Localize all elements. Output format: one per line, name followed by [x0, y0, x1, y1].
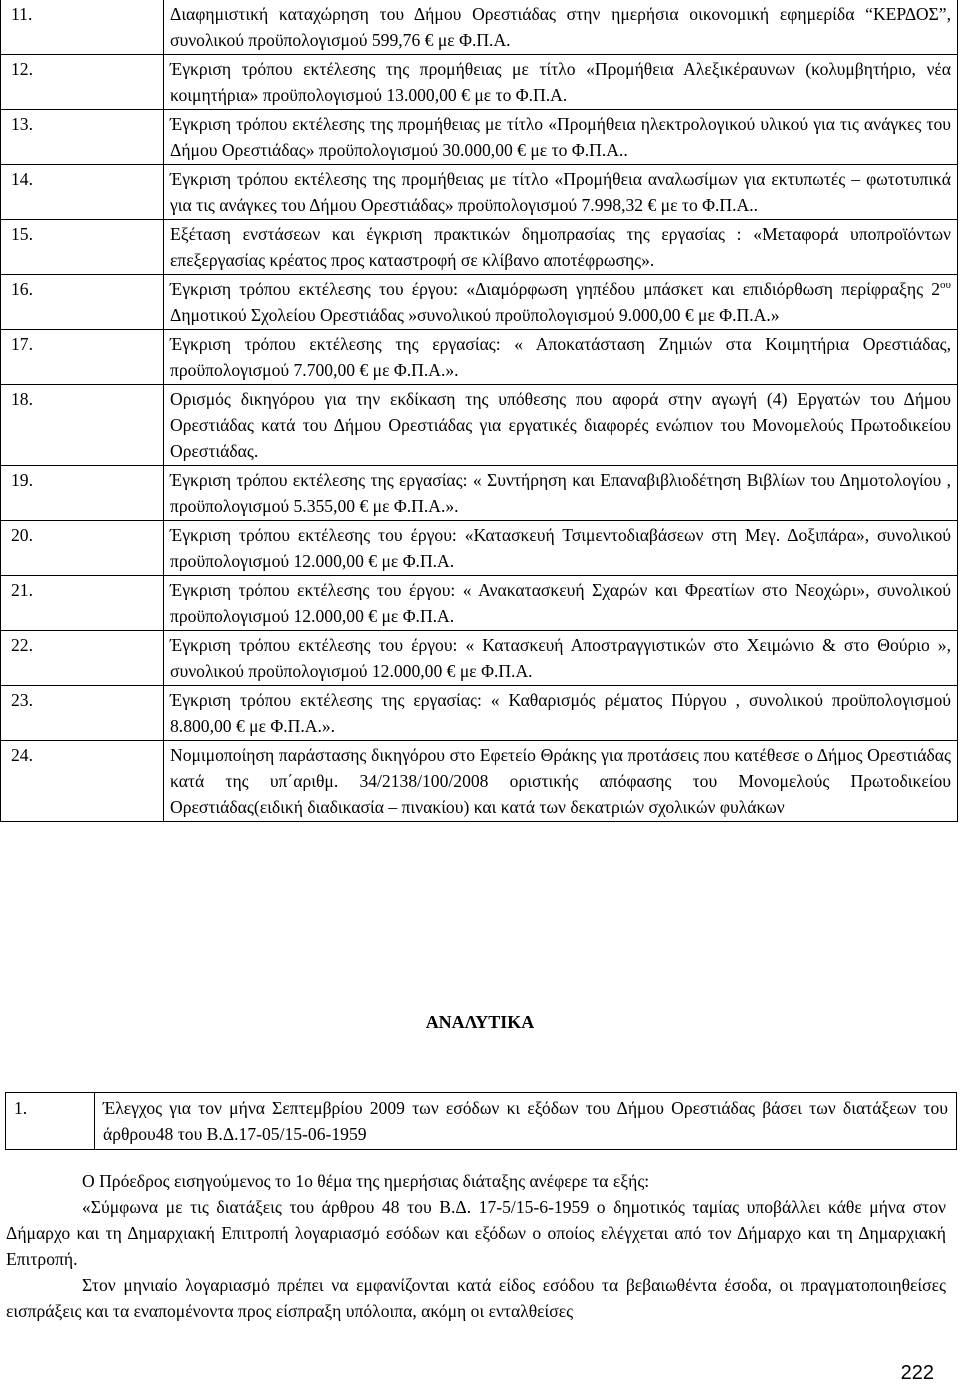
analytika-table: [5, 1092, 957, 1150]
agenda-row: [1, 521, 958, 576]
item-number: 11.: [1, 0, 164, 55]
item-text: Έγκριση τρόπου εκτέλεσης της προμήθειας με τίτλο «Προμήθεια Αλεξικέραυνων (κολυμβητήριο, νέα κοιμητήρια» προϋπολογισμού 13.000,00 € με το Φ.Π.Α.: [164, 55, 958, 110]
item-number: 14.: [1, 165, 164, 220]
agenda-row: [1, 741, 958, 822]
item-text: Έγκριση τρόπου εκτέλεσης του έργου: «Κατασκευή Τσιμεντοδιαβάσεων στη Μεγ. Δοξιπάρα», συνολικού προϋπολογισμού 12.000,00 € με Φ.Π.Α.: [164, 521, 958, 576]
paragraph-text: Στον μηνιαίο λογαριασμό πρέπει να εμφανίζονται κατά είδος εσόδου τα βεβαιωθέντα έσοδα, οι πραγματοποιηθείσες εισπράξεις και τα εναπομένοντα προς είσπραξη υπόλοιπα, ακόμη οι ενταλθείσες: [6, 1275, 946, 1321]
item-text: Έγκριση τρόπου εκτέλεσης της προμήθειας με τίτλο «Προμήθεια ηλεκτρολογικού υλικού για τις ανάγκες του Δήμου Ορεστιάδας» προϋπολογισμού 30.000,00 € με το Φ.Π.Α..: [164, 110, 958, 165]
item-number: 12.: [1, 55, 164, 110]
agenda-row: [1, 165, 958, 220]
item-number: 17.: [1, 330, 164, 385]
item-text: Νομιμοποίηση παράστασης δικηγόρου στο Εφετείο Θράκης για προτάσεις που κατέθεσε ο Δήμος Ορεστιάδας κατά της υπ΄αριθμ. 34/2138/100/2008 οριστικής απόφασης του Μονομελούς Πρωτοδικείου Ορεστιάδας(ειδική διαδικασία – πινακίου) και κατά των δεκατριών σχολικών φυλάκων: [164, 741, 958, 822]
item-text: Έγκριση τρόπου εκτέλεσης της εργασίας: « Συντήρηση και Επαναβιβλιοδέτηση Βιβλίων του Δημοτολογίου , προϋπολογισμού 5.355,00 € με Φ.Π.Α.».: [164, 466, 958, 521]
agenda-row: [1, 576, 958, 631]
paragraph-line: Ο Πρόεδρος εισηγούμενος το 1ο θέμα της ημερήσιας διάταξης ανέφερε τα εξής:: [82, 1171, 650, 1191]
agenda-row: [1, 55, 958, 110]
agenda-row: [1, 686, 958, 741]
item-number: 1.: [6, 1093, 95, 1150]
item-text: Διαφημιστική καταχώρηση του Δήμου Ορεστιάδας στην ημερήσια οικονομική εφημερίδα “ΚΕΡΔΟΣ”, συνολικού προϋπολογισμού 599,76 € με Φ.Π.Α.: [164, 0, 958, 55]
agenda-row: [1, 0, 958, 55]
item-number: 16.: [1, 275, 164, 330]
item-number: 23.: [1, 686, 164, 741]
item-number: 20.: [1, 521, 164, 576]
item-text: Έγκριση τρόπου εκτέλεσης του έργου: « Ανακατασκευή Σχαρών και Φρεατίων στο Νεοχώρι», συνολικού προϋπολογισμού 12.000,00 € με Φ.Π.Α.: [164, 576, 958, 631]
item-text: Έγκριση τρόπου εκτέλεσης της εργασίας: « Αποκατάσταση Ζημιών στα Κοιμητήρια Ορεστιάδας, προϋπολογισμού 7.700,00 € με Φ.Π.Α.».: [164, 330, 958, 385]
agenda-row: [1, 110, 958, 165]
item-number: 15.: [1, 220, 164, 275]
item-number: 21.: [1, 576, 164, 631]
item-number: 18.: [1, 385, 164, 466]
agenda-row: [1, 385, 958, 466]
section-heading: ΑΝΑΛΥΤΙΚΑ: [425, 1012, 535, 1032]
item-text: Έγκριση τρόπου εκτέλεσης του έργου: « Κατασκευή Αποστραγγιστικών στο Χειμώνιο & στο Θούριο », συνολικού προϋπολογισμού 12.000,00 € με Φ.Π.Α.: [164, 631, 958, 686]
item-text: Ορισμός δικηγόρου για την εκδίκαση της υπόθεσης που αφορά στην αγωγή (4) Εργατών του Δήμου Ορεστιάδας κατά του Δήμου Ορεστιάδας για εργατικές διαφορές ενώπιον του Μονομελούς Πρωτοδικείου Ορεστιάδας.: [164, 385, 958, 466]
agenda-row: [1, 330, 958, 385]
item-number: 13.: [1, 110, 164, 165]
item-number: 19.: [1, 466, 164, 521]
agenda-row: [1, 631, 958, 686]
agenda-row: [1, 275, 958, 330]
agenda-row: [1, 466, 958, 521]
item-text: Έγκριση τρόπου εκτέλεσης του έργου: «Διαμόρφωση γηπέδου μπάσκετ και επιδιόρθωση περίφραξης $2^{o\upsilon}$ Δημοτικού Σχολείου Ορεστιάδας »συνολικού προϋπολογισμού 9.000,00 € με Φ.Π.Α.»: [164, 275, 958, 330]
item-number: 24.: [1, 741, 164, 822]
item-text: Έγκριση τρόπου εκτέλεσης της προμήθειας με τίτλο «Προμήθεια αναλωσίμων για εκτυπωτές – φωτοτυπικά για τις ανάγκες του Δήμου Ορεστιάδας» προϋπολογισμού 7.998,32 € με το Φ.Π.Α..: [164, 165, 958, 220]
item-text: Εξέταση ενστάσεων και έγκριση πρακτικών δημοπρασίας της εργασίας : «Μεταφορά υποπροϊόντων επεξεργασίας κρέατος προς καταστροφή σε κλίβανο αποτέφρωσης».: [164, 220, 958, 275]
page-number: 222: [900, 1362, 934, 1384]
analytika-row: [6, 1093, 957, 1150]
item-text: Έγκριση τρόπου εκτέλεσης της εργασίας: « Καθαρισμός ρέματος Πύργου , συνολικού προϋπολογισμού 8.800,00 € με Φ.Π.Α.».: [164, 686, 958, 741]
paragraph-intro: [6, 1168, 946, 1324]
agenda-row: [1, 220, 958, 275]
item-text: Έλεγχος για τον μήνα Σεπτεμβρίου 2009 των εσόδων κι εξόδων του Δήμου Ορεστιάδας βάσει των διατάξεων του άρθρου48 του Β.Δ.17-05/15-06-1959: [95, 1093, 957, 1150]
paragraph-text: «Σύμφωνα με τις διατάξεις του άρθρου 48 του Β.Δ. 17-5/15-6-1959 ο δημοτικός ταμίας υποβάλλει κάθε μήνα στον Δήμαρχο και τη Δημαρχιακή Επιτροπή λογαριασμό εσόδων και εξόδων ο οποίος ελέγχεται από τον Δήμαρχο και τη Δημαρχιακή Επιτροπή.: [6, 1197, 946, 1269]
item-number: 22.: [1, 631, 164, 686]
